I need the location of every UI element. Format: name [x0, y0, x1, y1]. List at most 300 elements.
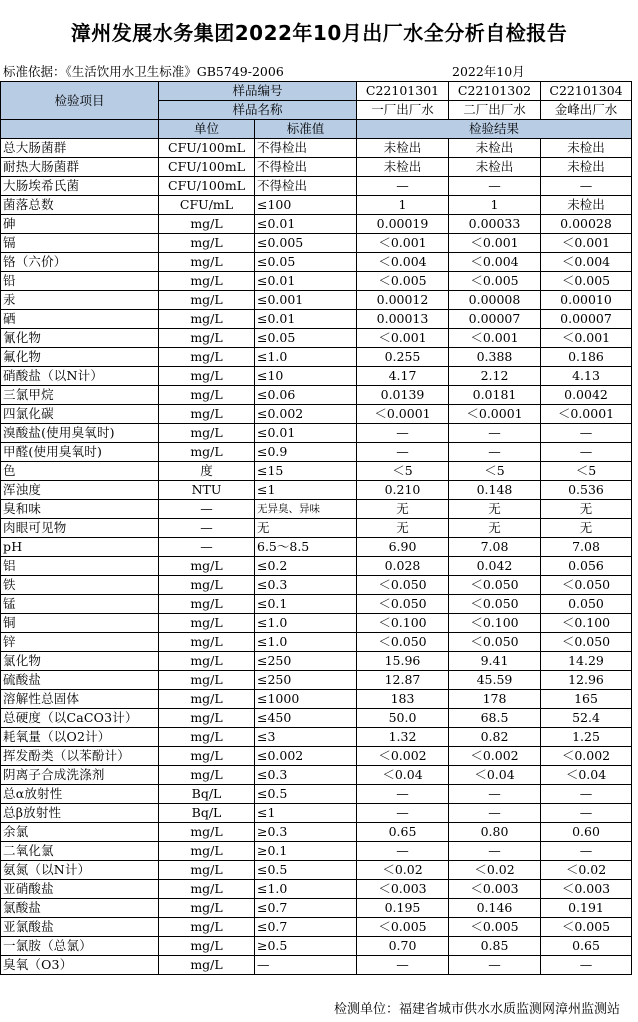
standard-cell: ≤0.5 [255, 785, 357, 804]
result-cell-1: 0.00013 [357, 310, 449, 329]
item-name-cell: 锌 [1, 633, 159, 652]
result-cell-1: ＜0.02 [357, 861, 449, 880]
result-cell-1: ＜0.04 [357, 766, 449, 785]
item-name-cell: 菌落总数 [1, 196, 159, 215]
item-header: 检验项目 [1, 82, 159, 120]
table-row [1, 918, 632, 937]
result-cell-3: ＜0.005 [541, 272, 632, 291]
item-name-cell: 挥发酚类（以苯酚计） [1, 747, 159, 766]
result-cell-1: ＜0.050 [357, 576, 449, 595]
result-cell-1: ＜0.001 [357, 234, 449, 253]
standard-cell: ≤1.0 [255, 633, 357, 652]
unit-cell: CFU/100mL [159, 158, 255, 177]
result-cell-2: 0.82 [449, 728, 541, 747]
standard-cell: ≤0.001 [255, 291, 357, 310]
standard-cell: ≤0.3 [255, 766, 357, 785]
unit-cell: — [159, 500, 255, 519]
result-cell-2: ＜0.02 [449, 861, 541, 880]
table-row [1, 633, 632, 652]
table-row [1, 709, 632, 728]
unit-cell: mg/L [159, 348, 255, 367]
table-row [1, 557, 632, 576]
standard-cell: ≤0.01 [255, 215, 357, 234]
unit-cell: mg/L [159, 633, 255, 652]
header-row-sample-no [1, 82, 632, 101]
result-cell-3: 7.08 [541, 538, 632, 557]
result-cell-2: 68.5 [449, 709, 541, 728]
item-name-cell: 氟化物 [1, 348, 159, 367]
result-cell-2: ＜5 [449, 462, 541, 481]
unit-cell: mg/L [159, 424, 255, 443]
table-row [1, 823, 632, 842]
table-row [1, 671, 632, 690]
item-name-cell: 余氯 [1, 823, 159, 842]
table-row [1, 253, 632, 272]
result-cell-3: 0.056 [541, 557, 632, 576]
result-cell-2: 0.388 [449, 348, 541, 367]
result-cell-1: ＜5 [357, 462, 449, 481]
standard-cell: ≤0.7 [255, 899, 357, 918]
table-row [1, 937, 632, 956]
item-name-cell: 臭和味 [1, 500, 159, 519]
result-cell-1: 1 [357, 196, 449, 215]
result-cell-3: ＜0.02 [541, 861, 632, 880]
item-name-cell: 耗氧量（以O2计） [1, 728, 159, 747]
analysis-table-body [1, 139, 632, 975]
table-row [1, 234, 632, 253]
result-cell-1: ＜0.005 [357, 272, 449, 291]
result-cell-1: — [357, 956, 449, 975]
result-cell-2: 0.00033 [449, 215, 541, 234]
analysis-table [0, 81, 632, 975]
standard-cell: ≤100 [255, 196, 357, 215]
result-cell-3: ＜0.001 [541, 329, 632, 348]
unit-cell: mg/L [159, 234, 255, 253]
standard-cell: ≥0.1 [255, 842, 357, 861]
result-cell-2: — [449, 956, 541, 975]
standard-cell: ≤0.05 [255, 329, 357, 348]
result-cell-1: 0.65 [357, 823, 449, 842]
result-cell-3: 0.00007 [541, 310, 632, 329]
item-name-cell: 砷 [1, 215, 159, 234]
result-cell-2: — [449, 842, 541, 861]
result-cell-1: 0.0139 [357, 386, 449, 405]
standard-cell: 6.5～8.5 [255, 538, 357, 557]
result-cell-3: 未检出 [541, 158, 632, 177]
table-row [1, 462, 632, 481]
unit-cell: mg/L [159, 367, 255, 386]
result-cell-1: — [357, 804, 449, 823]
result-cell-3: 52.4 [541, 709, 632, 728]
result-cell-1: 0.195 [357, 899, 449, 918]
table-row [1, 842, 632, 861]
standard-cell: ≤0.1 [255, 595, 357, 614]
standard-cell: ≤1.0 [255, 880, 357, 899]
result-cell-1: — [357, 842, 449, 861]
sample-code-2: C22101302 [449, 82, 541, 101]
unit-cell: NTU [159, 481, 255, 500]
unit-cell: CFU/100mL [159, 139, 255, 158]
item-name-cell: 硫酸盐 [1, 671, 159, 690]
result-cell-1: — [357, 443, 449, 462]
result-cell-2: 0.00008 [449, 291, 541, 310]
result-cell-2: ＜0.001 [449, 234, 541, 253]
result-cell-3: — [541, 842, 632, 861]
unit-cell: — [159, 538, 255, 557]
blank-header-cell [1, 120, 159, 139]
item-name-cell: pH [1, 538, 159, 557]
table-row [1, 614, 632, 633]
standard-cell: ≤250 [255, 671, 357, 690]
table-row [1, 158, 632, 177]
result-cell-1: ＜0.0001 [357, 405, 449, 424]
result-cell-3: 0.050 [541, 595, 632, 614]
result-cell-2: ＜0.050 [449, 633, 541, 652]
standard-header: 标准值 [255, 120, 357, 139]
standard-cell: ≤3 [255, 728, 357, 747]
table-row [1, 595, 632, 614]
item-name-cell: 铁 [1, 576, 159, 595]
table-row [1, 804, 632, 823]
unit-cell: mg/L [159, 652, 255, 671]
unit-header: 单位 [159, 120, 255, 139]
table-row [1, 690, 632, 709]
unit-cell: mg/L [159, 690, 255, 709]
item-name-cell: 三氯甲烷 [1, 386, 159, 405]
result-cell-3: — [541, 804, 632, 823]
sample-name-2: 二厂出厂水 [449, 101, 541, 120]
result-cell-3: 0.00028 [541, 215, 632, 234]
unit-cell: mg/L [159, 253, 255, 272]
result-cell-1: ＜0.004 [357, 253, 449, 272]
unit-cell: mg/L [159, 709, 255, 728]
report-month: 2022年10月 [452, 64, 525, 79]
unit-cell: mg/L [159, 766, 255, 785]
table-row [1, 386, 632, 405]
result-cell-1: 0.70 [357, 937, 449, 956]
result-cell-1: ＜0.005 [357, 918, 449, 937]
result-cell-3: 0.191 [541, 899, 632, 918]
result-cell-3: 14.29 [541, 652, 632, 671]
result-cell-2: 7.08 [449, 538, 541, 557]
result-cell-1: — [357, 785, 449, 804]
item-name-cell: 浑浊度 [1, 481, 159, 500]
sample-name-3: 金峰出厂水 [541, 101, 632, 120]
unit-cell: Bq/L [159, 804, 255, 823]
item-name-cell: 总α放射性 [1, 785, 159, 804]
table-row [1, 538, 632, 557]
unit-cell: Bq/L [159, 785, 255, 804]
result-cell-2: ＜0.050 [449, 595, 541, 614]
sample-code-3: C22101304 [541, 82, 632, 101]
item-name-cell: 一氯胺（总氯） [1, 937, 159, 956]
result-cell-2: ＜0.004 [449, 253, 541, 272]
sample-name-1: 一厂出厂水 [357, 101, 449, 120]
table-row [1, 310, 632, 329]
result-cell-2: 0.0181 [449, 386, 541, 405]
result-cell-3: 4.13 [541, 367, 632, 386]
result-cell-3: ＜0.003 [541, 880, 632, 899]
standard-cell: 无 [255, 519, 357, 538]
item-name-cell: 臭氧（O3） [1, 956, 159, 975]
result-cell-1: 0.00012 [357, 291, 449, 310]
standard-cell: ≤1.0 [255, 348, 357, 367]
result-cell-1: 50.0 [357, 709, 449, 728]
table-row [1, 519, 632, 538]
result-cell-2: 2.12 [449, 367, 541, 386]
standard-cell: 不得检出 [255, 139, 357, 158]
result-cell-1: — [357, 177, 449, 196]
unit-cell: mg/L [159, 918, 255, 937]
result-cell-3: 未检出 [541, 139, 632, 158]
result-cell-3: 0.65 [541, 937, 632, 956]
unit-cell: mg/L [159, 576, 255, 595]
standard-cell: ≤0.01 [255, 310, 357, 329]
standard-cell: ≤0.5 [255, 861, 357, 880]
result-cell-2: ＜0.002 [449, 747, 541, 766]
result-cell-3: ＜0.005 [541, 918, 632, 937]
table-row [1, 747, 632, 766]
standard-cell: ≤450 [255, 709, 357, 728]
result-cell-3: — [541, 177, 632, 196]
result-cell-3: 无 [541, 519, 632, 538]
item-name-cell: 亚硝酸盐 [1, 880, 159, 899]
result-cell-3: ＜0.100 [541, 614, 632, 633]
standard-cell: ≤0.9 [255, 443, 357, 462]
result-cell-2: 0.80 [449, 823, 541, 842]
result-cell-2: ＜0.050 [449, 576, 541, 595]
result-cell-1: 4.17 [357, 367, 449, 386]
standard-cell: ≤1000 [255, 690, 357, 709]
item-name-cell: 四氯化碳 [1, 405, 159, 424]
result-cell-2: ＜0.005 [449, 918, 541, 937]
result-cell-2: 178 [449, 690, 541, 709]
standard-cell: ≤10 [255, 367, 357, 386]
result-cell-3: 0.60 [541, 823, 632, 842]
result-cell-3: — [541, 443, 632, 462]
result-cell-1: 0.255 [357, 348, 449, 367]
result-header: 检验结果 [357, 120, 632, 139]
item-name-cell: 硒 [1, 310, 159, 329]
result-cell-1: ＜0.002 [357, 747, 449, 766]
sample-name-header: 样品名称 [159, 101, 357, 120]
result-cell-2: — [449, 804, 541, 823]
testing-unit: 检测单位：福建省城市供水水质监测网漳州监测站 [333, 1002, 620, 1017]
result-cell-2: 9.41 [449, 652, 541, 671]
unit-cell: mg/L [159, 215, 255, 234]
standard-cell: ≤250 [255, 652, 357, 671]
standard-cell: ≥0.3 [255, 823, 357, 842]
item-name-cell: 汞 [1, 291, 159, 310]
result-cell-3: ＜0.050 [541, 633, 632, 652]
item-name-cell: 铝 [1, 557, 159, 576]
table-row [1, 367, 632, 386]
result-cell-1: 未检出 [357, 139, 449, 158]
table-row [1, 728, 632, 747]
unit-cell: mg/L [159, 405, 255, 424]
table-row [1, 291, 632, 310]
table-row [1, 424, 632, 443]
result-cell-1: ＜0.003 [357, 880, 449, 899]
header-row-units [1, 120, 632, 139]
result-cell-2: — [449, 424, 541, 443]
unit-cell: mg/L [159, 937, 255, 956]
item-name-cell: 溴酸盐(使用臭氧时) [1, 424, 159, 443]
result-cell-3: 0.536 [541, 481, 632, 500]
result-cell-3: 165 [541, 690, 632, 709]
unit-cell: mg/L [159, 747, 255, 766]
result-cell-2: ＜0.003 [449, 880, 541, 899]
sample-code-1: C22101301 [357, 82, 449, 101]
result-cell-1: 6.90 [357, 538, 449, 557]
unit-cell: mg/L [159, 595, 255, 614]
table-row [1, 785, 632, 804]
table-row [1, 576, 632, 595]
unit-cell: mg/L [159, 329, 255, 348]
standard-cell: ≤0.002 [255, 747, 357, 766]
standard-cell: ≤0.2 [255, 557, 357, 576]
result-cell-2: 45.59 [449, 671, 541, 690]
unit-cell: mg/L [159, 956, 255, 975]
table-row [1, 861, 632, 880]
table-row [1, 177, 632, 196]
result-cell-2: ＜0.100 [449, 614, 541, 633]
result-cell-2: 无 [449, 519, 541, 538]
table-row [1, 139, 632, 158]
table-row [1, 652, 632, 671]
result-cell-2: 0.85 [449, 937, 541, 956]
result-cell-3: — [541, 424, 632, 443]
standard-cell: ≤0.7 [255, 918, 357, 937]
unit-cell: 度 [159, 462, 255, 481]
result-cell-1: 0.028 [357, 557, 449, 576]
item-name-cell: 镉 [1, 234, 159, 253]
standard-cell: ≤0.01 [255, 424, 357, 443]
result-cell-3: 12.96 [541, 671, 632, 690]
item-name-cell: 氰化物 [1, 329, 159, 348]
item-name-cell: 色 [1, 462, 159, 481]
result-cell-2: 未检出 [449, 158, 541, 177]
result-cell-3: 0.00010 [541, 291, 632, 310]
result-cell-3: — [541, 785, 632, 804]
result-cell-1: 无 [357, 500, 449, 519]
table-row [1, 405, 632, 424]
standard-cell: 不得检出 [255, 158, 357, 177]
item-name-cell: 氨氮（以N计） [1, 861, 159, 880]
standard-cell: ≤0.002 [255, 405, 357, 424]
result-cell-3: ＜0.04 [541, 766, 632, 785]
result-cell-1: 15.96 [357, 652, 449, 671]
item-name-cell: 硝酸盐（以N计） [1, 367, 159, 386]
item-name-cell: 肉眼可见物 [1, 519, 159, 538]
table-row [1, 500, 632, 519]
result-cell-1: ＜0.100 [357, 614, 449, 633]
result-cell-2: 0.042 [449, 557, 541, 576]
table-row [1, 272, 632, 291]
result-cell-3: ＜5 [541, 462, 632, 481]
result-cell-2: — [449, 177, 541, 196]
item-name-cell: 二氧化氯 [1, 842, 159, 861]
result-cell-2: 1 [449, 196, 541, 215]
unit-cell: mg/L [159, 842, 255, 861]
standard-cell: ≤1 [255, 804, 357, 823]
standard-cell: ≤0.05 [255, 253, 357, 272]
item-name-cell: 溶解性总固体 [1, 690, 159, 709]
standard-cell: ≤1.0 [255, 614, 357, 633]
result-cell-1: — [357, 424, 449, 443]
unit-cell: mg/L [159, 899, 255, 918]
table-row [1, 215, 632, 234]
unit-cell: mg/L [159, 671, 255, 690]
result-cell-2: 0.148 [449, 481, 541, 500]
result-cell-2: 未检出 [449, 139, 541, 158]
result-cell-3: 1.25 [541, 728, 632, 747]
unit-cell: CFU/100mL [159, 177, 255, 196]
table-row [1, 348, 632, 367]
table-row [1, 880, 632, 899]
item-name-cell: 亚氯酸盐 [1, 918, 159, 937]
standard-cell: ≥0.5 [255, 937, 357, 956]
standard-basis-line [0, 62, 638, 81]
item-name-cell: 甲醛(使用臭氧时) [1, 443, 159, 462]
result-cell-2: 0.146 [449, 899, 541, 918]
result-cell-2: 无 [449, 500, 541, 519]
unit-cell: mg/L [159, 272, 255, 291]
result-cell-1: 1.32 [357, 728, 449, 747]
result-cell-1: 未检出 [357, 158, 449, 177]
result-cell-3: ＜0.004 [541, 253, 632, 272]
standard-basis: 标准依据：《生活饮用水卫生标准》GB5749-2006 [3, 64, 284, 79]
unit-cell: mg/L [159, 880, 255, 899]
table-row [1, 956, 632, 975]
result-cell-1: ＜0.001 [357, 329, 449, 348]
unit-cell: mg/L [159, 557, 255, 576]
result-cell-2: ＜0.04 [449, 766, 541, 785]
standard-cell: 无异臭、异味 [255, 500, 357, 519]
unit-cell: mg/L [159, 861, 255, 880]
item-name-cell: 锰 [1, 595, 159, 614]
item-name-cell: 耐热大肠菌群 [1, 158, 159, 177]
result-cell-1: 0.00019 [357, 215, 449, 234]
result-cell-1: 12.87 [357, 671, 449, 690]
standard-cell: — [255, 956, 357, 975]
result-cell-1: 0.210 [357, 481, 449, 500]
result-cell-3: ＜0.050 [541, 576, 632, 595]
unit-cell: mg/L [159, 443, 255, 462]
table-row [1, 329, 632, 348]
unit-cell: mg/L [159, 614, 255, 633]
result-cell-1: ＜0.050 [357, 633, 449, 652]
result-cell-2: ＜0.001 [449, 329, 541, 348]
item-name-cell: 铬（六价） [1, 253, 159, 272]
sample-no-header: 样品编号 [159, 82, 357, 101]
table-row [1, 899, 632, 918]
standard-cell: ≤1 [255, 481, 357, 500]
item-name-cell: 总大肠菌群 [1, 139, 159, 158]
result-cell-3: ＜0.0001 [541, 405, 632, 424]
result-cell-1: 无 [357, 519, 449, 538]
item-name-cell: 总硬度（以CaCO3计） [1, 709, 159, 728]
unit-cell: CFU/mL [159, 196, 255, 215]
result-cell-3: 未检出 [541, 196, 632, 215]
unit-cell: mg/L [159, 823, 255, 842]
unit-cell: — [159, 519, 255, 538]
result-cell-2: ＜0.005 [449, 272, 541, 291]
result-cell-2: — [449, 785, 541, 804]
table-row [1, 481, 632, 500]
table-row [1, 196, 632, 215]
item-name-cell: 总β放射性 [1, 804, 159, 823]
